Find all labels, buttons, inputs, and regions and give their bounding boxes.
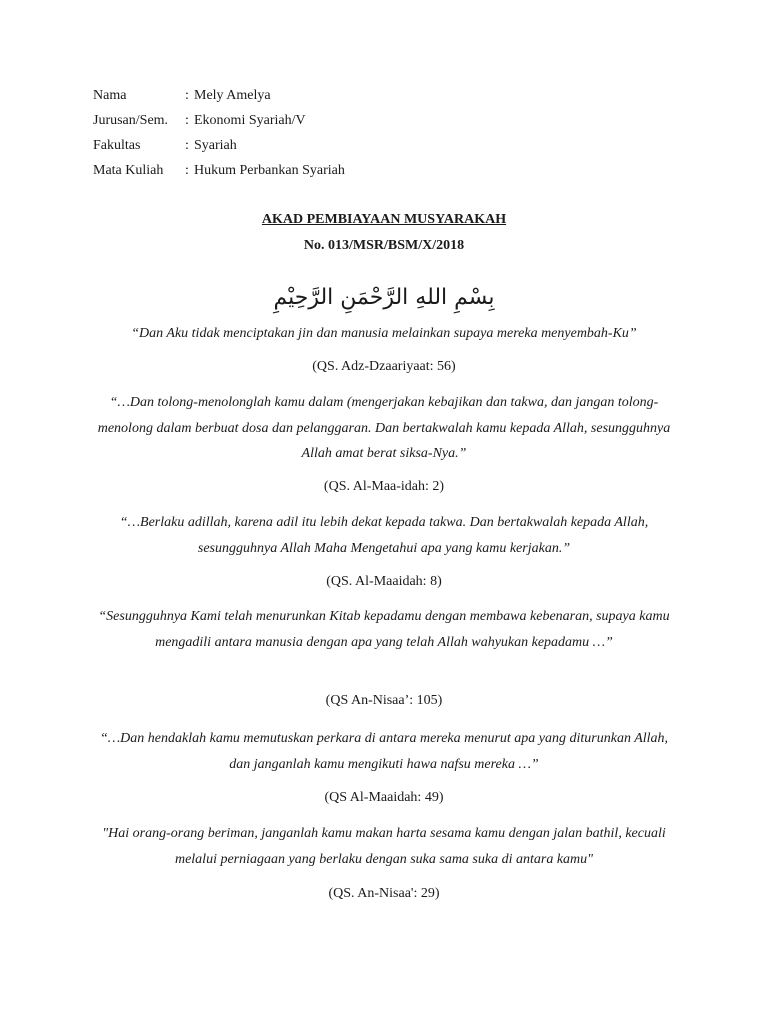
quote-text: “Dan Aku tidak menciptakan jin dan manusia melainkan supaya mereka menyembah-Ku” bbox=[131, 326, 637, 341]
quote-text: “…Dan hendaklah kamu memutuskan perkara di antara mereka menurut apa yang diturunkan Allah, dan janganlah kamu mengikuti hawa nafsu mereka …” bbox=[99, 731, 669, 772]
info-label: Nama bbox=[93, 88, 127, 103]
info-label: Fakultas bbox=[93, 138, 141, 153]
quote-reference: (QS. Adz-Dzaariyaat: 56) bbox=[312, 359, 456, 374]
quote-reference: (QS. Al-Maa-idah: 2) bbox=[323, 479, 445, 494]
document-number: No. 013/MSR/BSM/X/2018 bbox=[303, 238, 465, 253]
info-value: Mely Amelya bbox=[194, 88, 271, 103]
quote-text: “Sesungguhnya Kami telah menurunkan Kitab kepadamu dengan membawa kebenaran, supaya kamu mengadili antara manusia dengan apa yang telah Allah wahyukan kepadamu …” bbox=[98, 609, 670, 650]
info-value: Ekonomi Syariah/V bbox=[194, 113, 306, 128]
student-info-row bbox=[93, 86, 345, 111]
student-info-row bbox=[93, 111, 345, 136]
quote-reference: (QS. Al-Maaidah: 8) bbox=[326, 574, 442, 589]
basmala: بِسْمِ اللهِ الرَّحْمَنِ الرَّحِيْمِ bbox=[273, 285, 495, 310]
document-title: AKAD PEMBIAYAAN MUSYARAKAH bbox=[261, 212, 507, 227]
info-separator: : bbox=[185, 88, 189, 103]
info-separator: : bbox=[185, 113, 189, 128]
quote-reference: (QS. An-Nisaa': 29) bbox=[328, 886, 440, 901]
info-label: Jurusan/Sem. bbox=[93, 113, 169, 128]
quote-text: “…Berlaku adillah, karena adil itu lebih dekat kepada takwa. Dan bertakwalah kepada Allah, sesungguhnya Allah Maha Mengetahui apa yang kamu kerjakan.” bbox=[119, 515, 649, 556]
quote-text: "Hai orang-orang beriman, janganlah kamu makan harta sesama kamu dengan jalan bathil, kecuali melalui perniagaan yang berlaku dengan suka sama suka di antara kamu" bbox=[102, 826, 666, 867]
student-info-row bbox=[93, 161, 345, 186]
quote-reference: (QS An-Nisaa’: 105) bbox=[325, 693, 443, 708]
info-separator: : bbox=[185, 163, 189, 178]
info-label: Mata Kuliah bbox=[93, 163, 164, 178]
quote-reference: (QS Al-Maaidah: 49) bbox=[324, 790, 444, 805]
info-separator: : bbox=[185, 138, 189, 153]
quote-text: “…Dan tolong-menolonglah kamu dalam (mengerjakan kebajikan dan takwa, dan jangan tolong-menolong dalam berbuat dosa dan pelanggaran. Dan bertakwalah kamu kepada Allah, sesungguhnya Allah amat berat siksa-Nya.” bbox=[97, 395, 671, 461]
student-info bbox=[93, 86, 345, 186]
info-value: Syariah bbox=[194, 138, 237, 153]
info-value: Hukum Perbankan Syariah bbox=[194, 163, 345, 178]
student-info-row bbox=[93, 136, 345, 161]
